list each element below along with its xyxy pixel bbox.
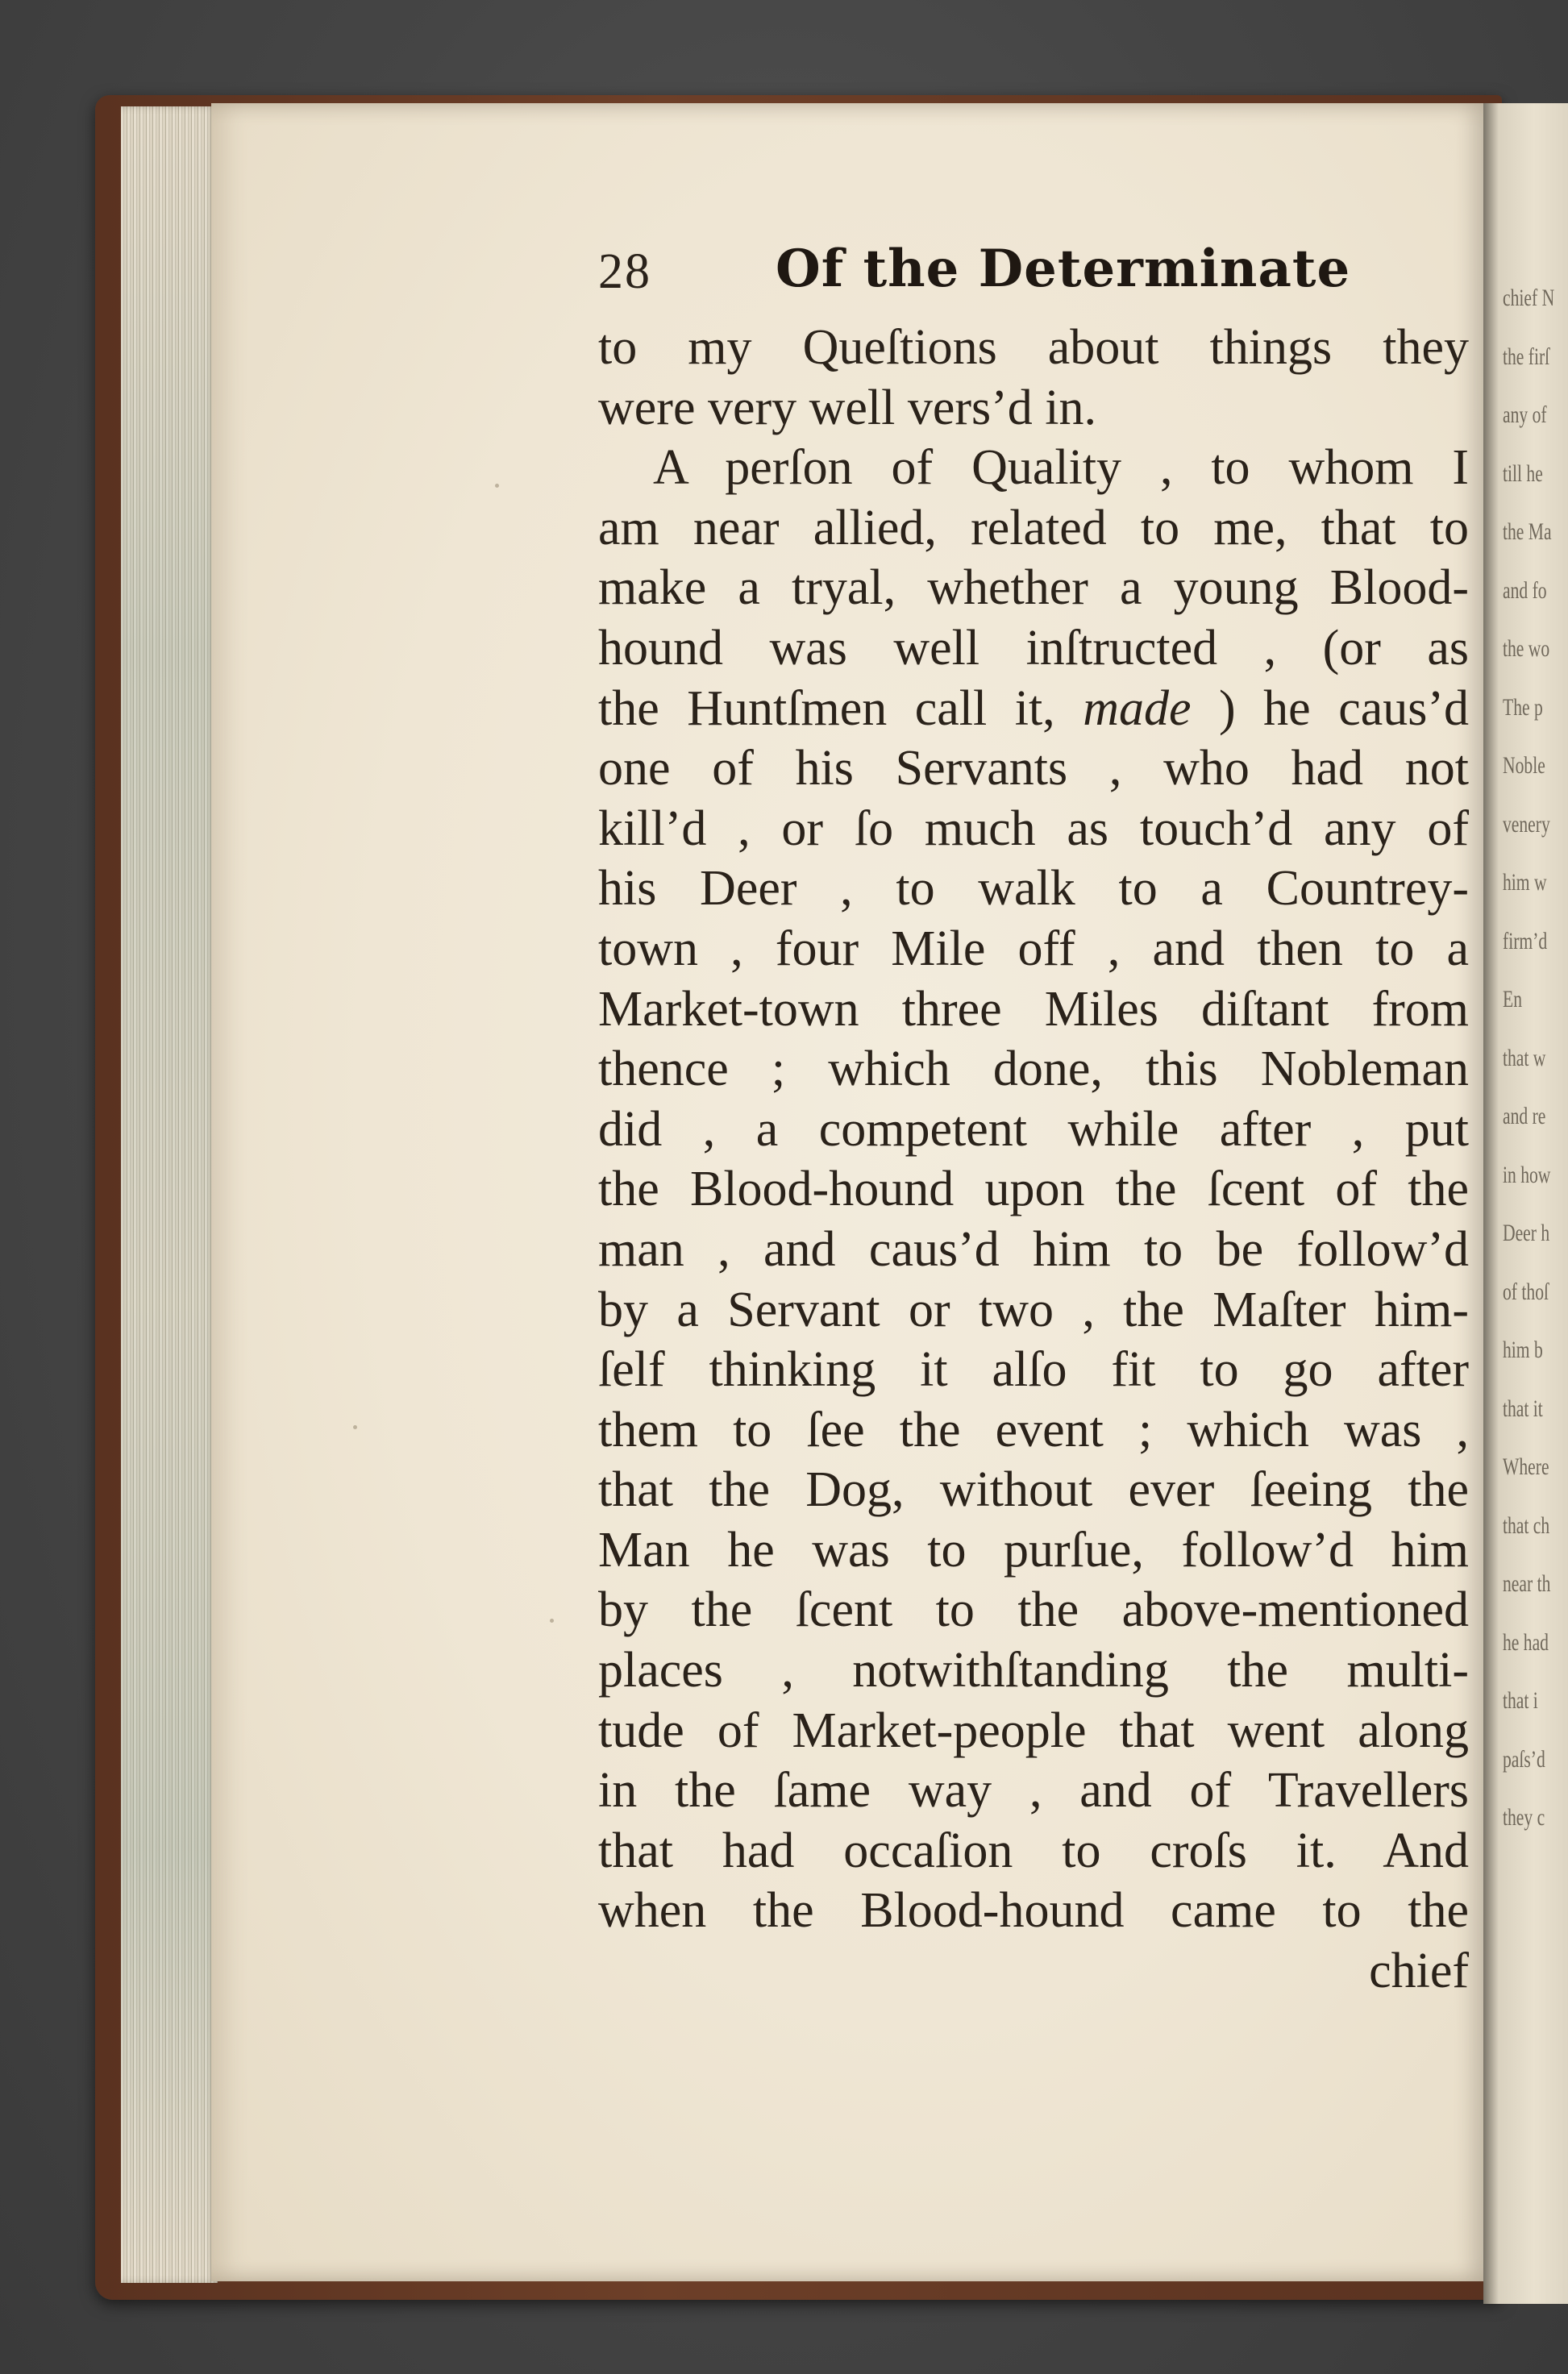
running-head-title: Of the Determinate <box>776 239 1351 299</box>
text-line: did , a competent while after , put <box>598 1101 1469 1157</box>
facing-page-fragment: Where <box>1503 1453 1549 1480</box>
facing-page-fragment: that w <box>1503 1044 1546 1071</box>
facing-page-fragment: the Ma <box>1503 518 1552 545</box>
facing-page-fragment: they c <box>1503 1804 1545 1831</box>
running-head <box>598 239 1469 313</box>
facing-page-fragment: En <box>1503 986 1522 1012</box>
facing-page-fragment: Deer h <box>1503 1220 1550 1246</box>
text-line: places , notwithſtanding the multi- <box>598 1643 1469 1698</box>
text-line: Market-town three Miles diſtant from <box>598 981 1469 1037</box>
facing-page-fragment: venery <box>1503 810 1550 838</box>
text-line: hound was well inſtructed , (or as <box>598 620 1469 676</box>
text-line: by a Servant or two , the Maſter him- <box>598 1282 1469 1337</box>
facing-page-fragment: the wo <box>1503 635 1550 662</box>
facing-page-fragment: The p <box>1503 693 1543 721</box>
facing-page-fragment: that ch <box>1503 1511 1550 1539</box>
facing-page-fragment: the firſ <box>1503 343 1550 370</box>
text-line: by the ſcent to the above-mentioned <box>598 1582 1469 1638</box>
facing-page-fragment: Noble <box>1503 752 1545 779</box>
text-line: them to ſee the event ; which was , <box>598 1402 1469 1457</box>
page-number: 28 <box>598 244 651 299</box>
text-line-with-italic <box>598 679 1469 739</box>
text-line: thence ; which done, this Nobleman <box>598 1041 1469 1097</box>
text-line: am near allied, related to me, that to <box>598 500 1469 555</box>
paper-speck <box>495 484 499 488</box>
page-block-edges <box>121 106 218 2283</box>
facing-page-fragment: chief N <box>1503 285 1555 311</box>
facing-page-fragment: that i <box>1503 1687 1538 1714</box>
text-line: make a tryal, whether a young Blood- <box>598 560 1469 616</box>
text-line: his Deer , to walk to a Countrey- <box>598 861 1469 917</box>
catchword: chief <box>1369 1944 1469 1999</box>
facing-page-fragment: in how <box>1503 1161 1551 1188</box>
facing-page-fragment: any of <box>1503 401 1547 428</box>
text-line-part: the Huntſmen call it, <box>598 680 1055 736</box>
text-line: in the ſame way , and of Travellers <box>598 1763 1469 1819</box>
facing-page-fragment: that it <box>1503 1395 1543 1422</box>
facing-page-fragment: and re <box>1503 1103 1546 1129</box>
facing-page-fragment: he had <box>1503 1628 1549 1656</box>
facing-page-fragment: him b <box>1503 1337 1543 1363</box>
text-line: were very well vers’d in. <box>598 380 1097 435</box>
text-line: when the Blood-hound came to the <box>598 1883 1469 1939</box>
facing-page-fragment: till he <box>1503 459 1543 487</box>
text-line: to my Queſtions about things they <box>598 320 1469 375</box>
text-line: town , four Mile off , and then to a <box>598 921 1469 976</box>
text-line: that the Dog, without ever ſeeing the <box>598 1462 1469 1518</box>
text-line: A perſon of Quality , to whom I <box>653 440 1469 496</box>
italic-word: made <box>1083 680 1192 736</box>
text-line: the Blood-hound upon the ſcent of the <box>598 1162 1469 1217</box>
text-line: one of his Servants , who had not <box>598 741 1469 796</box>
text-line: man , and caus’d him to be follow’d <box>598 1221 1469 1277</box>
facing-page-edge <box>1483 103 1568 2304</box>
facing-page-fragment: near th <box>1503 1570 1551 1597</box>
facing-page-fragment: paſs’d <box>1503 1745 1545 1773</box>
paper-speck <box>550 1619 554 1623</box>
facing-page-fragment: of thoſ <box>1503 1278 1549 1305</box>
page-text-block <box>598 239 1469 2002</box>
text-line: kill’d , or ſo much as touch’d any of <box>598 800 1469 856</box>
text-line-part: ) he caus’d <box>1219 680 1470 736</box>
text-line: that had occaſion to croſs it. And <box>598 1823 1469 1878</box>
text-line: ſelf thinking it alſo fit to go after <box>598 1342 1469 1398</box>
text-line: Man he was to purſue, follow’d him <box>598 1522 1469 1578</box>
text-line: tude of Market-people that went along <box>598 1703 1469 1758</box>
paper-speck <box>353 1425 357 1429</box>
facing-page-fragment: firm’d <box>1503 927 1548 954</box>
facing-page-fragment: him w <box>1503 869 1547 896</box>
facing-page-fragment: and fo <box>1503 576 1547 604</box>
